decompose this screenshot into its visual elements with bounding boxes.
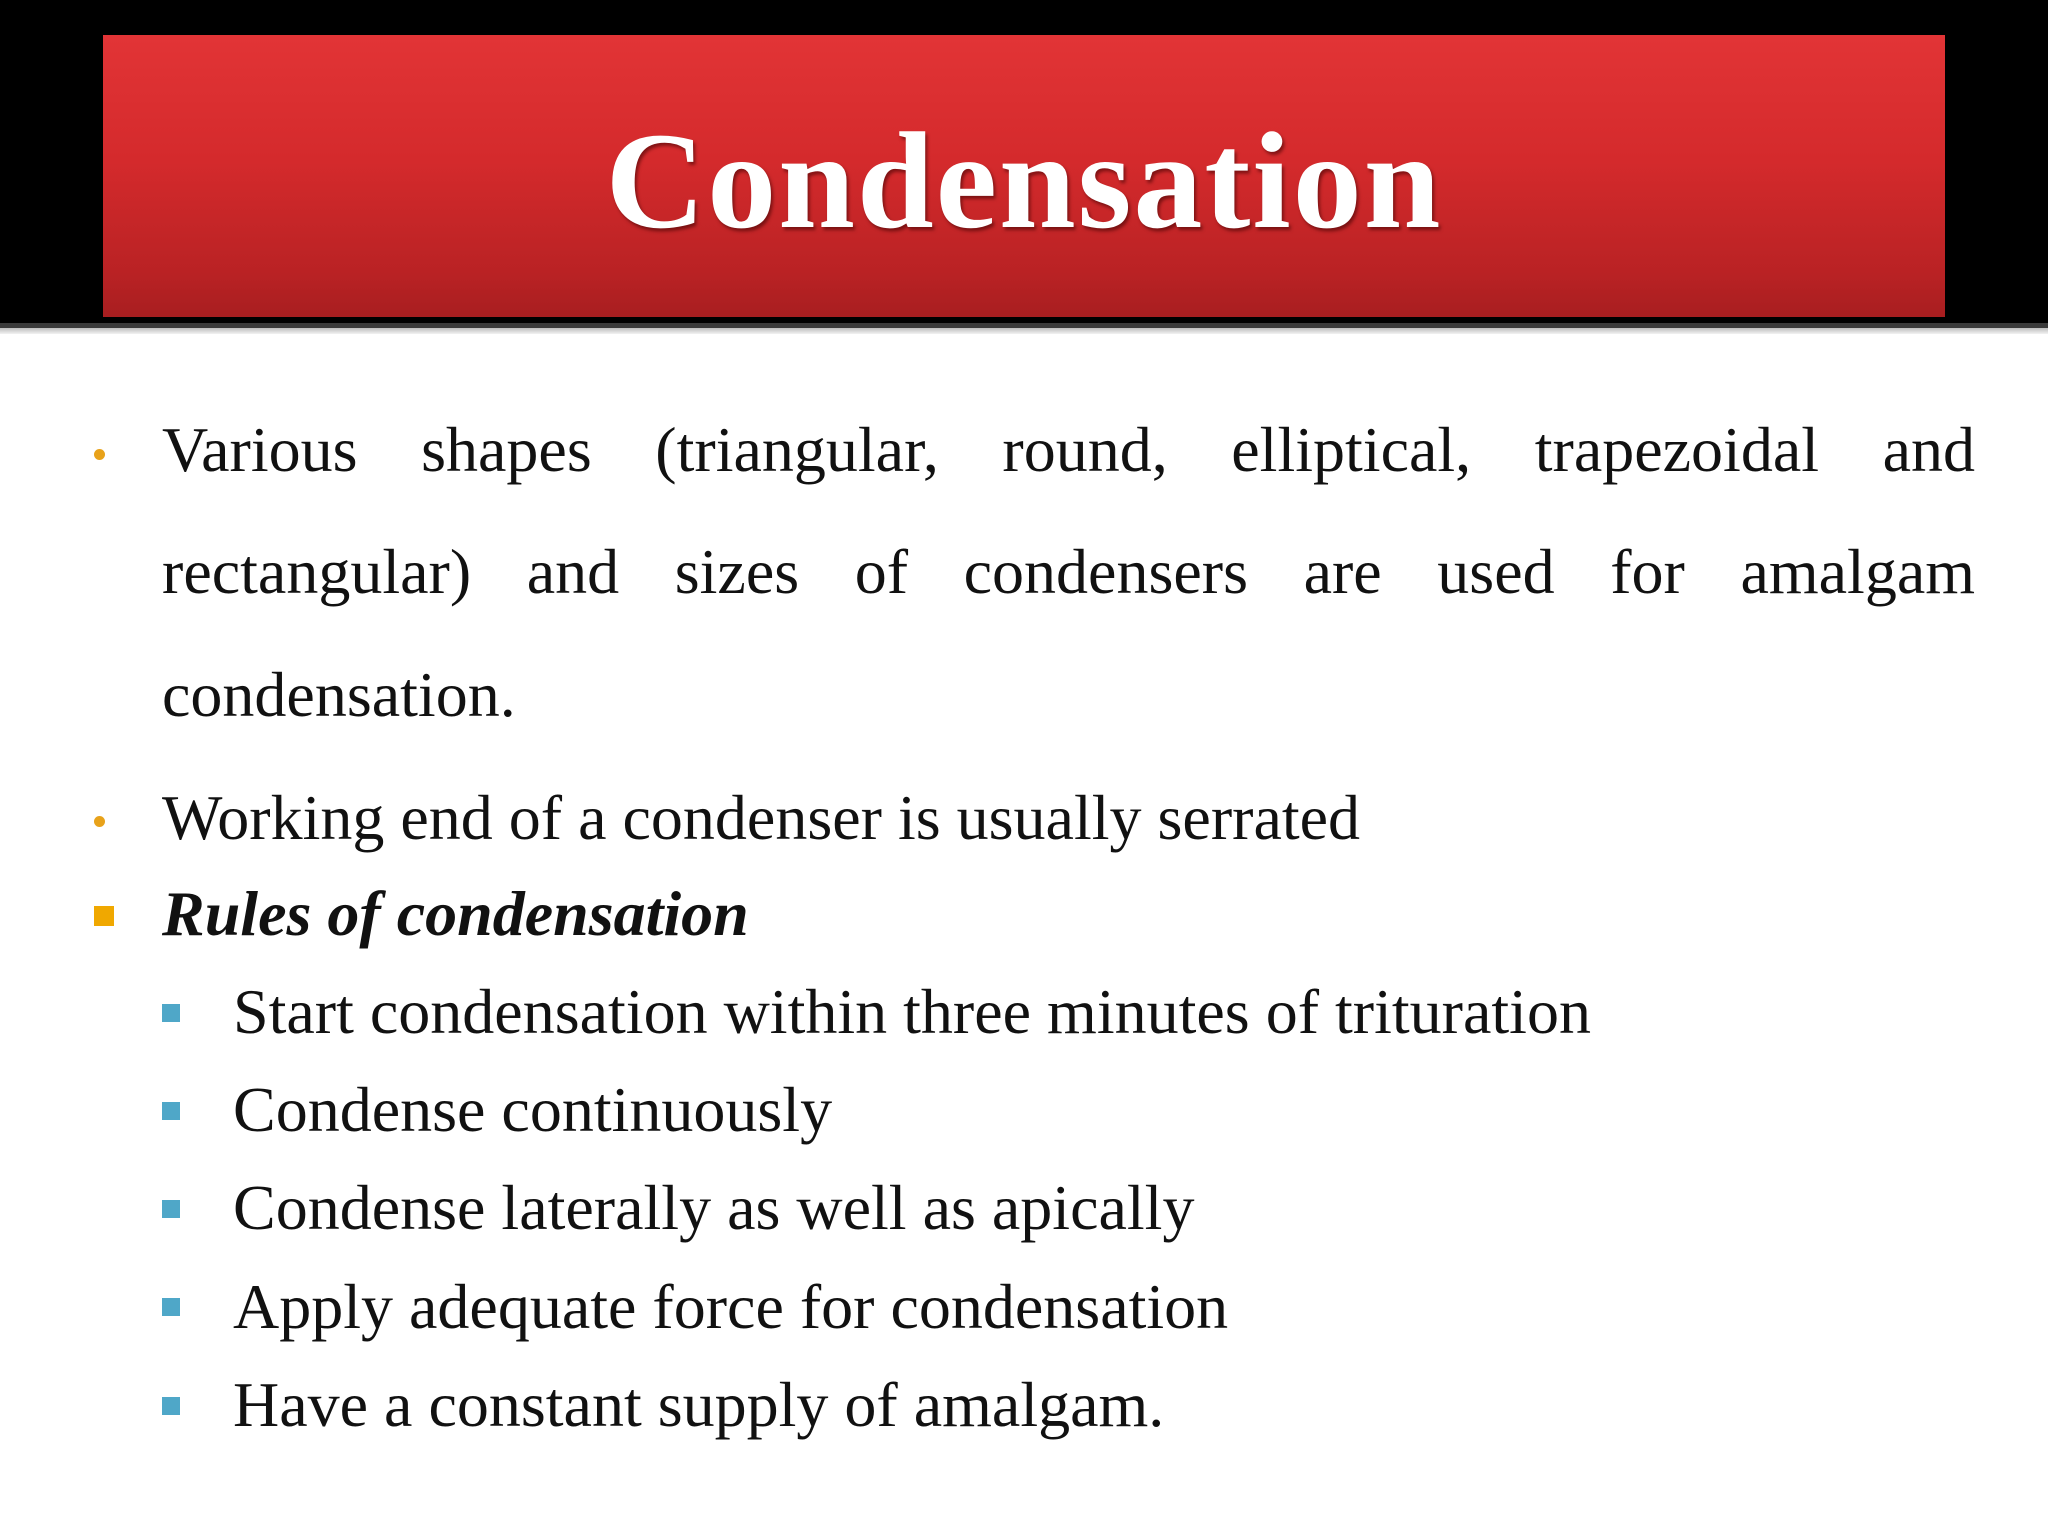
bullet-dot-icon [94, 816, 105, 827]
slide-title: Condensation [605, 103, 1443, 257]
sub-bullet-square-icon [162, 1298, 180, 1316]
bullet-2-text: Working end of a condenser is usually serrated [162, 782, 1361, 853]
rule-item: Condense continuously [233, 1074, 833, 1145]
sub-bullet-square-icon [162, 1200, 180, 1218]
bullet-1-line-1: Various shapes (triangular, round, elliptical, trapezoidal and [162, 414, 1975, 485]
rules-heading: Rules of condensation [162, 878, 749, 949]
sub-bullet-square-icon [162, 1102, 180, 1120]
bullet-dot-icon [94, 449, 105, 460]
rule-item: Have a constant supply of amalgam. [233, 1369, 1165, 1440]
rule-item: Start condensation within three minutes of trituration [233, 976, 1591, 1047]
bullet-1-line-3: condensation. [162, 659, 516, 730]
bullet-1-line-2: rectangular) and sizes of condensers are used for amalgam [162, 536, 1975, 607]
rule-item: Condense laterally as well as apically [233, 1172, 1195, 1243]
bullet-square-icon [94, 906, 114, 926]
sub-bullet-square-icon [162, 1397, 180, 1415]
rule-item: Apply adequate force for condensation [233, 1271, 1229, 1342]
sub-bullet-square-icon [162, 1004, 180, 1022]
